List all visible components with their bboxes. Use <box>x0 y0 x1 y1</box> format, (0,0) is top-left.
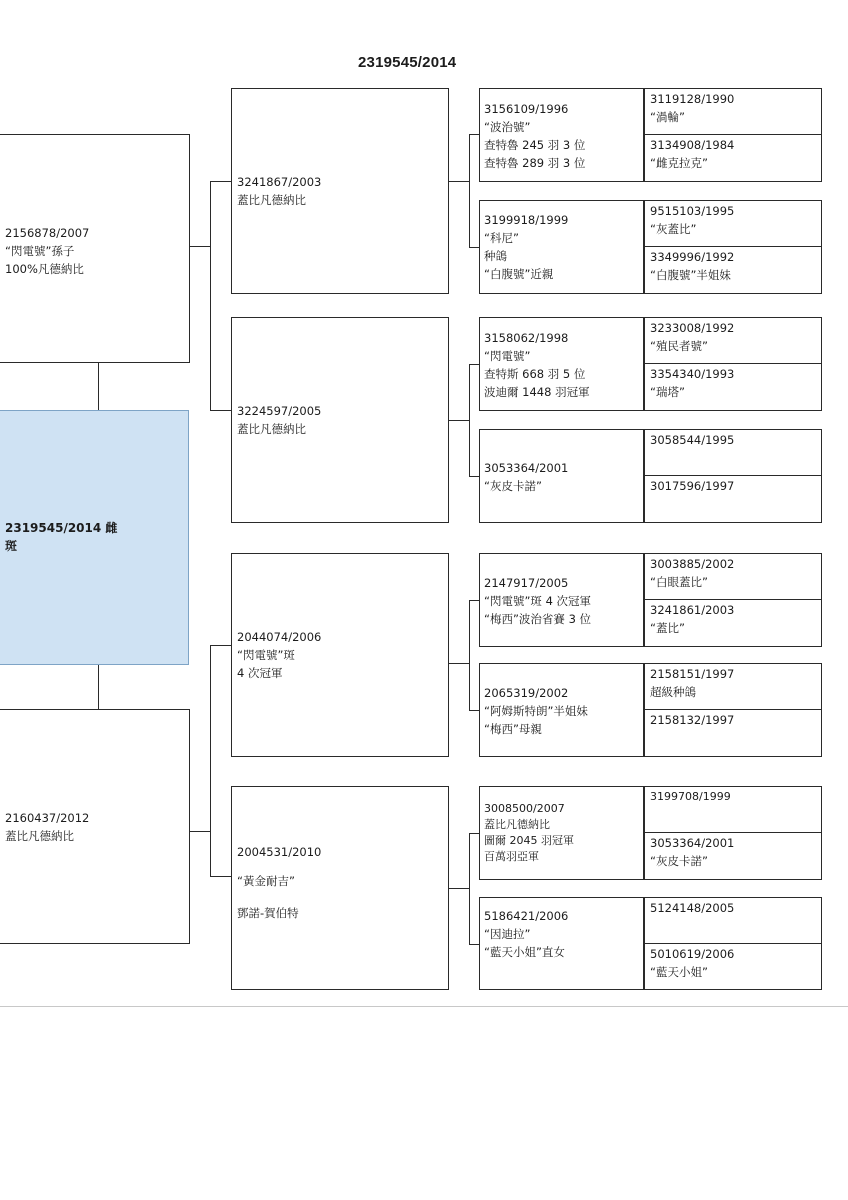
gen3-2-line-4: “白腹號”近親 <box>484 267 554 281</box>
sire-line-1: 2156878/2007 <box>5 226 90 240</box>
gen3-5-line-2: “閃電號”斑 4 次冠軍 <box>484 594 592 608</box>
gen4-15-line-1: 5124148/2005 <box>650 901 735 915</box>
gen4-11-line-2: 超級种鴿 <box>650 685 696 699</box>
dam-dam-line-1: 2004531/2010 <box>237 845 322 859</box>
gen3-7-line-1: 3008500/2007 <box>484 802 565 815</box>
connector <box>469 600 479 601</box>
gen3-4-line-1: 3053364/2001 <box>484 461 569 475</box>
gen3-7-line-4: 百萬羽亞軍 <box>484 850 539 863</box>
gen3-1-line-4: 查特魯 289 羽 3 位 <box>484 156 586 170</box>
gen4-5-line-1: 3233008/1992 <box>650 321 735 335</box>
dam-dam-line-3: 鄧諾-賀伯特 <box>237 906 299 920</box>
subject-box[interactable] <box>0 410 189 665</box>
gen4-7-line-1: 3058544/1995 <box>650 433 735 447</box>
gen4-1-line-1: 3119128/1990 <box>650 92 735 106</box>
gen3-4-line-2: “灰皮卡諾” <box>484 479 542 493</box>
gen4-14-line-2: “灰皮卡諾” <box>650 854 708 868</box>
gen3-1-line-3: 查特魯 245 羽 3 位 <box>484 138 586 152</box>
gen4-16-line-1: 5010619/2006 <box>650 947 735 961</box>
gen3-3-line-2: “閃電號” <box>484 349 531 363</box>
connector <box>210 410 231 411</box>
gen4-12-line-1: 2158132/1997 <box>650 713 735 727</box>
connector <box>469 364 470 476</box>
gen3-5-line-1: 2147917/2005 <box>484 576 569 590</box>
gen3-8-line-3: “藍天小姐”直女 <box>484 945 565 959</box>
sire-line-2: “閃電號”孫子 <box>5 244 75 258</box>
subject-ring: 2319545/2014 雌 <box>5 521 118 535</box>
gen3-2-line-1: 3199918/1999 <box>484 213 569 227</box>
gen4-3-line-1: 9515103/1995 <box>650 204 735 218</box>
gen4-1-line-2: “渦輪” <box>650 110 685 124</box>
connector <box>469 600 470 710</box>
connector <box>210 181 211 411</box>
connector <box>469 833 470 944</box>
gen3-3-line-1: 3158062/1998 <box>484 331 569 345</box>
connector <box>210 876 231 877</box>
gen4-5-line-2: “殖民者號” <box>650 339 708 353</box>
gen4-4-line-2: “白腹號”半姐妹 <box>650 268 731 282</box>
subject-color: 斑 <box>5 539 18 553</box>
gen4-2-line-2: “雌克拉克” <box>650 156 708 170</box>
gen3-2-line-3: 种鴿 <box>484 249 507 263</box>
connector <box>210 645 211 876</box>
gen4-10-line-2: “蓋比” <box>650 621 685 635</box>
gen3-3-line-4: 波迪爾 1448 羽冠軍 <box>484 385 590 399</box>
gen4-16-line-2: “藍天小姐” <box>650 965 708 979</box>
gen3-1-line-1: 3156109/1996 <box>484 102 569 116</box>
connector <box>469 364 479 365</box>
connector <box>469 247 479 248</box>
connector <box>190 246 210 247</box>
gen4-8-line-1: 3017596/1997 <box>650 479 735 493</box>
dam-line-2: 蓋比凡德納比 <box>5 829 74 843</box>
gen3-8-line-2: “因迪拉” <box>484 927 531 941</box>
connector <box>210 181 231 182</box>
gen4-9-line-1: 3003885/2002 <box>650 557 735 571</box>
connector <box>210 645 231 646</box>
gen3-1-line-2: “波治號” <box>484 120 531 134</box>
connector <box>98 665 99 709</box>
gen3-7-line-2: 蓋比凡德納比 <box>484 818 550 831</box>
sire-dam-line-1: 3224597/2005 <box>237 404 322 418</box>
gen4-4-line-1: 3349996/1992 <box>650 250 735 264</box>
gen3-8-line-1: 5186421/2006 <box>484 909 569 923</box>
connector <box>449 888 469 889</box>
connector <box>469 710 479 711</box>
gen4-13-line-1: 3199708/1999 <box>650 790 731 803</box>
sire-dam-line-2: 蓋比凡德納比 <box>237 422 306 436</box>
gen3-3-line-3: 查特斯 668 羽 5 位 <box>484 367 586 381</box>
connector <box>469 833 479 834</box>
gen3-5-line-3: “梅西”波治省賽 3 位 <box>484 612 592 626</box>
gen3-6-line-2: “阿姆斯特朗”半姐妹 <box>484 704 588 718</box>
dam-sire-line-3: 4 次冠軍 <box>237 666 283 680</box>
page-title: 2319545/2014 <box>358 54 457 71</box>
gen4-2-line-1: 3134908/1984 <box>650 138 735 152</box>
gen3-6-line-3: “梅西”母親 <box>484 722 542 736</box>
sire-sire-line-2: 蓋比凡德納比 <box>237 193 306 207</box>
connector <box>469 944 479 945</box>
gen3-7-line-3: 圖爾 2045 羽冠軍 <box>484 834 574 847</box>
connector <box>190 831 210 832</box>
connector <box>449 181 469 182</box>
page-divider <box>0 1006 848 1007</box>
gen4-9-line-2: “白眼蓋比” <box>650 575 708 589</box>
dam-sire-line-2: “閃電號”斑 <box>237 648 295 662</box>
gen4-11-line-1: 2158151/1997 <box>650 667 735 681</box>
gen3-6-line-1: 2065319/2002 <box>484 686 569 700</box>
connector <box>449 663 469 664</box>
connector <box>469 134 479 135</box>
sire-sire-line-1: 3241867/2003 <box>237 175 322 189</box>
gen4-6-line-1: 3354340/1993 <box>650 367 735 381</box>
connector <box>98 363 99 410</box>
gen4-14-line-1: 3053364/2001 <box>650 836 735 850</box>
dam-line-1: 2160437/2012 <box>5 811 90 825</box>
connector <box>449 420 469 421</box>
sire-line-3: 100%凡德納比 <box>5 262 84 276</box>
connector <box>469 476 479 477</box>
gen4-3-line-2: “灰蓋比” <box>650 222 697 236</box>
gen4-10-line-1: 3241861/2003 <box>650 603 735 617</box>
dam-sire-line-1: 2044074/2006 <box>237 630 322 644</box>
gen4-6-line-2: “瑞塔” <box>650 385 685 399</box>
dam-dam-line-2: “黃金耐吉” <box>237 874 295 888</box>
connector <box>469 134 470 247</box>
gen3-2-line-2: “科尼” <box>484 231 519 245</box>
